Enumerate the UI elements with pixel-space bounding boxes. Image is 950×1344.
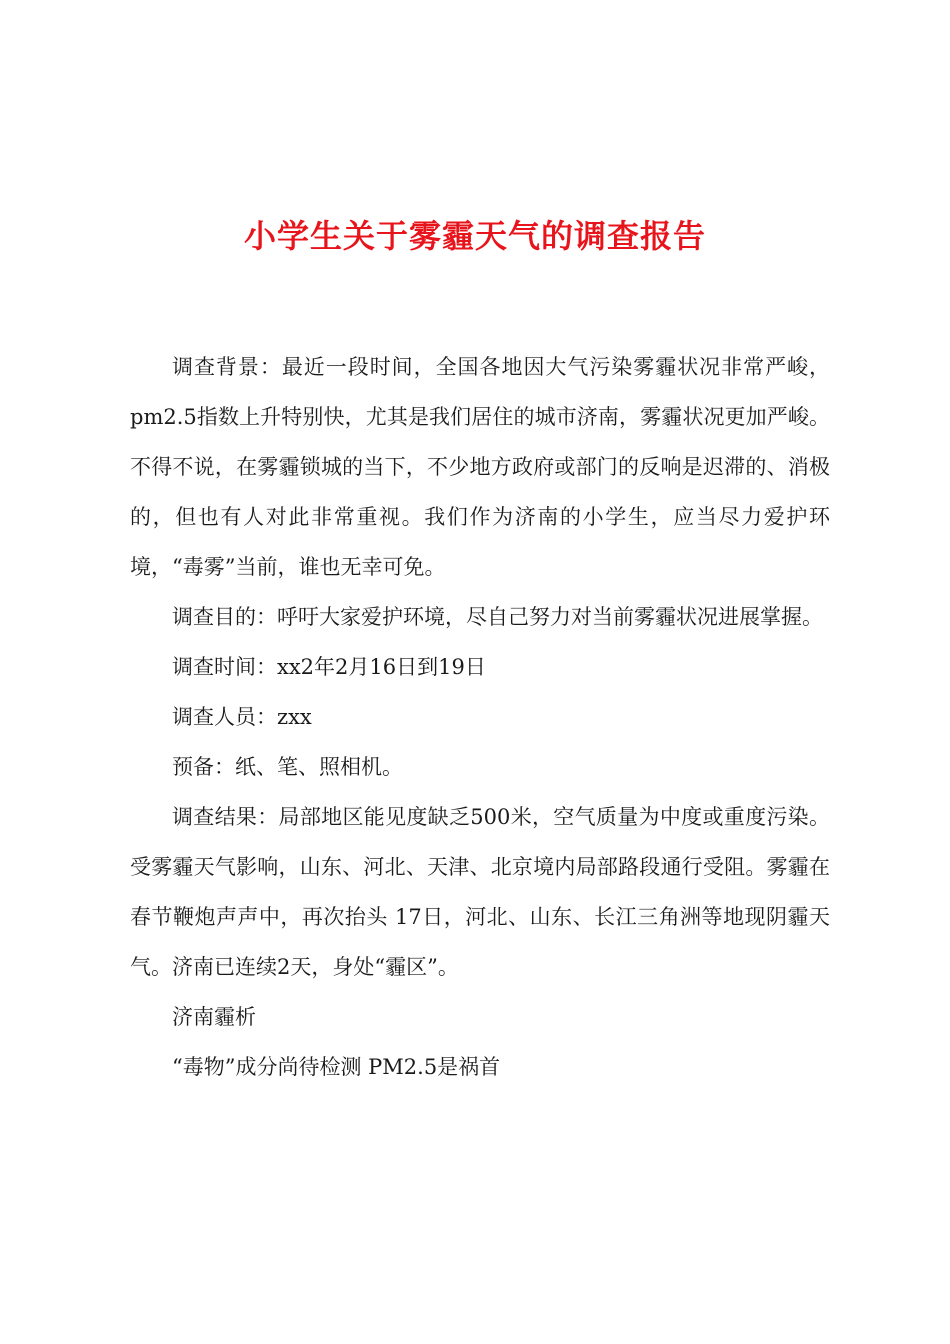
paragraph-jinan-analysis: 济南霾析: [172, 1005, 256, 1029]
paragraph-results: 调查结果：局部地区能见度缺乏500米，空气质量为中度或重度污染。受雾霾天气影响，山东、河北、天津、北京境内局部路段通行受阻。雾霾在春节鞭炮声声中，再次抬头 17日，河北、山东、长江三角洲等地现阴霾天气。济南已连续2天，身处“霾区”。: [130, 805, 830, 979]
paragraph-background: 调查背景：最近一段时间，全国各地因大气污染雾霾状况非常严峻，pm2.5指数上升特别快，尤其是我们居住的城市济南，雾霾状况更加严峻。不得不说，在雾霾锁城的当下，不少地方政府或部门的反响是迟滞的、消极的，但也有人对此非常重视。我们作为济南的小学生，应当尽力爱护环境，“毒雾”当前，谁也无幸可免。: [130, 355, 830, 579]
paragraph-personnel: 调查人员：zxx: [172, 705, 312, 729]
paragraph-toxic-components: “毒物”成分尚待检测 PM2.5是祸首: [172, 1055, 501, 1079]
paragraph-purpose: 调查目的：呼吁大家爱护环境，尽自己努力对当前雾霾状况进展掌握。: [172, 605, 823, 629]
paragraph-preparation: 预备：纸、笔、照相机。: [172, 755, 403, 779]
document-body: [130, 342, 830, 1092]
paragraph-time: 调查时间：xx2年2月16日到19日: [172, 655, 486, 679]
document-title: 小学生关于雾霾天气的调查报告: [243, 217, 706, 255]
